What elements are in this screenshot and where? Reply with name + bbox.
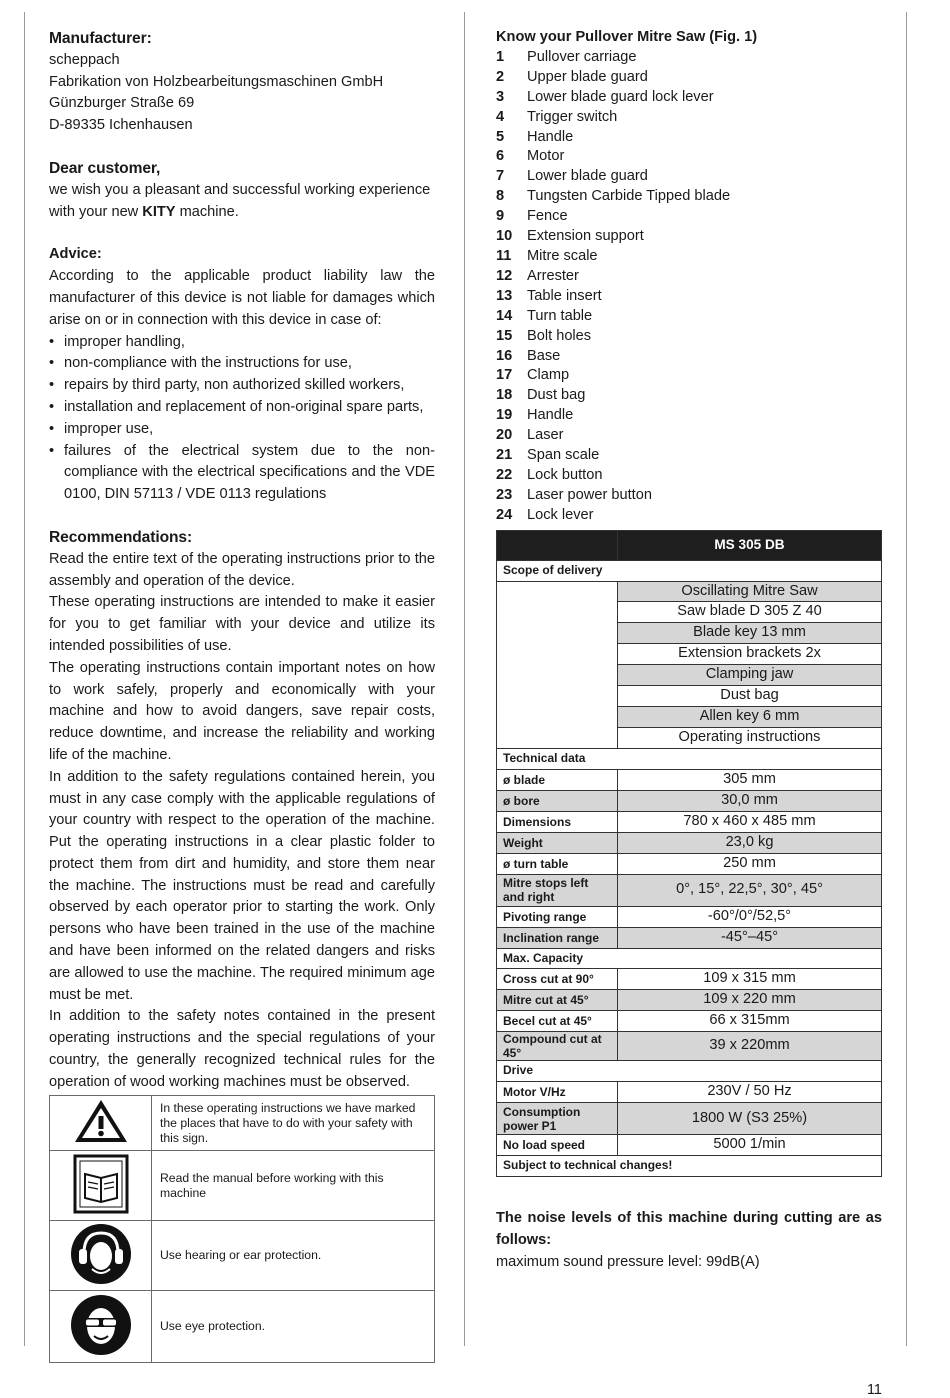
part-number: 8 — [496, 188, 505, 205]
list-item — [496, 287, 882, 307]
spec-value: 1800 W (S3 25%) — [618, 1103, 882, 1135]
scope-item: Clamping jaw — [618, 665, 882, 686]
list-item — [496, 486, 882, 506]
part-number: 5 — [496, 128, 505, 145]
scope-blank-cell — [497, 581, 618, 748]
spec-value: 109 x 315 mm — [618, 969, 882, 990]
spec-value: -45°–45° — [618, 927, 882, 948]
part-label: Fence — [527, 208, 568, 225]
spec-value: 250 mm — [618, 853, 882, 874]
table-row — [50, 1151, 435, 1221]
part-label: Turn table — [527, 307, 593, 324]
part-label: Upper blade guard — [527, 68, 648, 85]
part-label: Mitre scale — [527, 247, 598, 264]
part-number: 23 — [496, 486, 513, 503]
list-item — [496, 147, 882, 167]
list-item — [496, 68, 882, 88]
list-item: • non-compliance with the instructions for use, — [49, 353, 435, 375]
part-label: Lower blade guard lock lever — [527, 88, 714, 105]
table-row — [497, 1082, 882, 1103]
table-row — [497, 1156, 882, 1177]
eye-protection-icon — [50, 1291, 152, 1363]
brand-name: KITY — [142, 203, 176, 220]
manufacturer-heading: Manufacturer: — [49, 30, 152, 47]
part-number: 6 — [496, 148, 505, 165]
part-number: 15 — [496, 327, 513, 344]
list-item — [496, 366, 882, 386]
scope-item: Dust bag — [618, 686, 882, 707]
recommendation-paragraph: In addition to the safety notes contained in the present operating instructions and the special regulations of your country, the generally recognized technical rules for the operation of wood working machines must be observed. — [49, 1008, 435, 1090]
part-number: 10 — [496, 228, 513, 245]
recommendation-paragraph: Read the entire text of the operating instructions prior to the assembly and operation of the device. — [49, 550, 435, 589]
list-item — [496, 307, 882, 327]
spec-label: ø blade — [497, 769, 618, 790]
spec-value: 780 x 460 x 485 mm — [618, 811, 882, 832]
spec-label: Dimensions — [497, 811, 618, 832]
list-item — [496, 327, 882, 347]
table-row — [497, 811, 882, 832]
table-row — [497, 832, 882, 853]
noise-heading: The noise levels of this machine during cutting are as follows: — [496, 1210, 882, 1249]
safety-symbols-table — [49, 1095, 435, 1363]
part-label: Span scale — [527, 447, 600, 464]
safety-text: Use hearing or ear protection. — [152, 1221, 435, 1291]
page-number: 11 — [866, 1382, 882, 1398]
spec-label: Becel cut at 45° — [497, 1011, 618, 1032]
list-item — [496, 446, 882, 466]
spec-label: Mitre cut at 45° — [497, 990, 618, 1011]
spec-label: Mitre stops left and right — [497, 874, 618, 906]
part-label: Trigger switch — [527, 108, 618, 125]
list-item — [496, 247, 882, 267]
spec-value: 0°, 15°, 22,5°, 30°, 45° — [618, 874, 882, 906]
list-item — [496, 167, 882, 187]
spec-label: Weight — [497, 832, 618, 853]
center-column-rule — [464, 12, 465, 1346]
advice-text: According to the applicable product liability law the manufacturer of this device is not liable for damages which arise on or in connection with this device in case of: — [49, 268, 435, 328]
noise-section — [496, 1207, 882, 1273]
list-item: • improper handling, — [49, 332, 435, 354]
spec-value: 39 x 220mm — [618, 1032, 882, 1061]
safety-text: Read the manual before working with this machine — [152, 1151, 435, 1221]
part-label: Handle — [527, 407, 574, 424]
part-number: 20 — [496, 427, 513, 444]
advice-heading: Advice: — [49, 246, 102, 263]
part-number: 9 — [496, 208, 505, 225]
spec-label: ø turn table — [497, 853, 618, 874]
table-row — [497, 1103, 882, 1135]
list-item — [496, 48, 882, 68]
table-row — [497, 560, 882, 581]
spec-value: 23,0 kg — [618, 832, 882, 853]
left-margin-rule — [24, 12, 25, 1346]
spec-label: No load speed — [497, 1135, 618, 1156]
list-item — [496, 128, 882, 148]
part-number: 13 — [496, 287, 513, 304]
part-label: Tungsten Carbide Tipped blade — [527, 188, 731, 205]
right-margin-rule — [906, 12, 907, 1346]
part-number: 7 — [496, 168, 505, 185]
part-label: Handle — [527, 128, 574, 145]
list-item: • repairs by third party, non authorized skilled workers, — [49, 375, 435, 397]
left-column — [49, 28, 435, 1094]
part-number: 14 — [496, 307, 513, 324]
part-label: Motor — [527, 148, 565, 165]
table-row — [497, 969, 882, 990]
table-row — [497, 874, 882, 906]
spec-label: Compound cut at 45° — [497, 1032, 618, 1061]
scope-item: Saw blade D 305 Z 40 — [618, 602, 882, 623]
manufacturer-line: D-89335 Ichenhausen — [49, 117, 193, 134]
part-number: 17 — [496, 367, 513, 384]
spec-value: 230V / 50 Hz — [618, 1082, 882, 1103]
spec-label: Motor V/Hz — [497, 1082, 618, 1103]
table-row — [497, 948, 882, 969]
table-row — [497, 1135, 882, 1156]
table-row — [497, 906, 882, 927]
spec-label: ø bore — [497, 790, 618, 811]
part-number: 19 — [496, 407, 513, 424]
scope-heading: Scope of delivery — [497, 560, 882, 581]
table-row — [497, 790, 882, 811]
spec-value: 5000 1/min — [618, 1135, 882, 1156]
spec-table — [496, 530, 882, 1178]
recommendation-paragraph: In addition to the safety regulations contained herein, you must in any case comply with the applicable regulations of your country with respect to the operation of the machine. Put the operating instructions in a clear plastic folder to protect them from dirt and humidity, and store them near the machine. The instructions must be read and carefully observed by each operator prior to starting the work. Only persons who have been trained in the use of the machine and have been informed on the related dangers and risks are allowed to use the machine. The required minimum age must be met. — [49, 768, 435, 1003]
spec-value: 109 x 220 mm — [618, 990, 882, 1011]
safety-text: In these operating instructions we have marked the places that have to do with your safety with this sign. — [152, 1096, 435, 1151]
list-item — [496, 267, 882, 287]
spec-value: 30,0 mm — [618, 790, 882, 811]
manufacturer-line: scheppach — [49, 51, 120, 68]
part-number: 18 — [496, 387, 513, 404]
model-name: MS 305 DB — [618, 530, 882, 560]
manufacturer-line: Günzburger Straße 69 — [49, 95, 195, 112]
part-number: 3 — [496, 88, 505, 105]
part-label: Laser — [527, 427, 564, 444]
part-label: Pullover carriage — [527, 48, 637, 65]
safety-text: Use eye protection. — [152, 1291, 435, 1363]
scope-item: Oscillating Mitre Saw — [618, 581, 882, 602]
scope-item: Blade key 13 mm — [618, 623, 882, 644]
table-row — [497, 1011, 882, 1032]
recommendations-heading: Recommendations: — [49, 528, 193, 546]
part-label: Table insert — [527, 287, 602, 304]
table-row — [497, 1061, 882, 1082]
dear-customer-text: we wish you a pleasant and successful working experience with your new KITY machine. — [49, 181, 431, 220]
list-item — [496, 88, 882, 108]
warning-triangle-icon — [50, 1096, 152, 1151]
part-number: 4 — [496, 108, 505, 125]
part-number: 2 — [496, 68, 505, 85]
table-row — [497, 769, 882, 790]
read-manual-icon — [50, 1151, 152, 1221]
part-label: Clamp — [527, 367, 570, 384]
right-column — [496, 28, 882, 1273]
list-item — [496, 347, 882, 367]
recommendation-paragraph: The operating instructions contain important notes on how to work safely, properly and economically with your machine and how to avoid dangers, save repair costs, reduce downtime, and increase the reliability and working life of the machine. — [49, 659, 435, 763]
list-item — [496, 207, 882, 227]
part-number: 24 — [496, 506, 513, 523]
scope-item: Operating instructions — [618, 727, 882, 748]
parts-heading: Know your Pullover Mitre Saw (Fig. 1) — [496, 29, 758, 45]
spec-value: -60°/0°/52,5° — [618, 906, 882, 927]
part-label: Extension support — [527, 228, 644, 245]
spec-label: Pivoting range — [497, 906, 618, 927]
parts-list — [496, 48, 882, 526]
part-label: Laser power button — [527, 486, 652, 503]
list-item — [496, 406, 882, 426]
table-row — [497, 1032, 882, 1061]
table-row — [497, 530, 882, 560]
table-row — [497, 581, 882, 602]
spec-label: Consumption power P1 — [497, 1103, 618, 1135]
part-label: Arrester — [527, 267, 579, 284]
list-item: • installation and replacement of non-original spare parts, — [49, 397, 435, 419]
table-row — [497, 990, 882, 1011]
part-number: 16 — [496, 347, 513, 364]
table-row — [50, 1221, 435, 1291]
spec-footer: Subject to technical changes! — [497, 1156, 882, 1177]
part-number: 12 — [496, 267, 513, 284]
list-item — [496, 466, 882, 486]
spec-value: 305 mm — [618, 769, 882, 790]
list-item — [496, 426, 882, 446]
list-item — [496, 187, 882, 207]
scope-item: Allen key 6 mm — [618, 707, 882, 728]
capacity-heading: Max. Capacity — [497, 948, 882, 969]
noise-text: maximum sound pressure level: 99dB(A) — [496, 1254, 760, 1271]
scope-item: Extension brackets 2x — [618, 644, 882, 665]
list-item — [496, 506, 882, 526]
list-item: • failures of the electrical system due to the non-compliance with the electrical specifications and the VDE 0100, DIN 57113 / VDE 0113 regulations — [49, 441, 435, 506]
part-label: Bolt holes — [527, 327, 592, 344]
part-label: Dust bag — [527, 387, 586, 404]
part-label: Base — [527, 347, 561, 364]
list-item: • improper use, — [49, 419, 435, 441]
list-item — [496, 386, 882, 406]
table-row — [50, 1291, 435, 1363]
advice-list — [49, 332, 435, 506]
part-label: Lock button — [527, 466, 603, 483]
recommendation-paragraph: These operating instructions are intended to make it easier for you to get familiar with your device and utilize its intended possibilities of use. — [49, 594, 435, 654]
table-row — [50, 1096, 435, 1151]
table-row — [497, 927, 882, 948]
list-item — [496, 227, 882, 247]
part-number: 11 — [496, 247, 512, 264]
spec-value: 66 x 315mm — [618, 1011, 882, 1032]
dear-customer-heading: Dear customer, — [49, 159, 161, 177]
part-number: 1 — [496, 48, 505, 65]
part-number: 22 — [496, 466, 513, 483]
table-row — [497, 853, 882, 874]
manufacturer-line: Fabrikation von Holzbearbeitungsmaschinen GmbH — [49, 73, 384, 90]
spec-label: Inclination range — [497, 927, 618, 948]
tech-heading: Technical data — [497, 748, 882, 769]
part-label: Lock lever — [527, 506, 594, 523]
table-row — [497, 748, 882, 769]
spec-label: Cross cut at 90° — [497, 969, 618, 990]
ear-protection-icon — [50, 1221, 152, 1291]
part-label: Lower blade guard — [527, 168, 648, 185]
list-item — [496, 108, 882, 128]
part-number: 21 — [496, 447, 513, 464]
drive-heading: Drive — [497, 1061, 882, 1082]
